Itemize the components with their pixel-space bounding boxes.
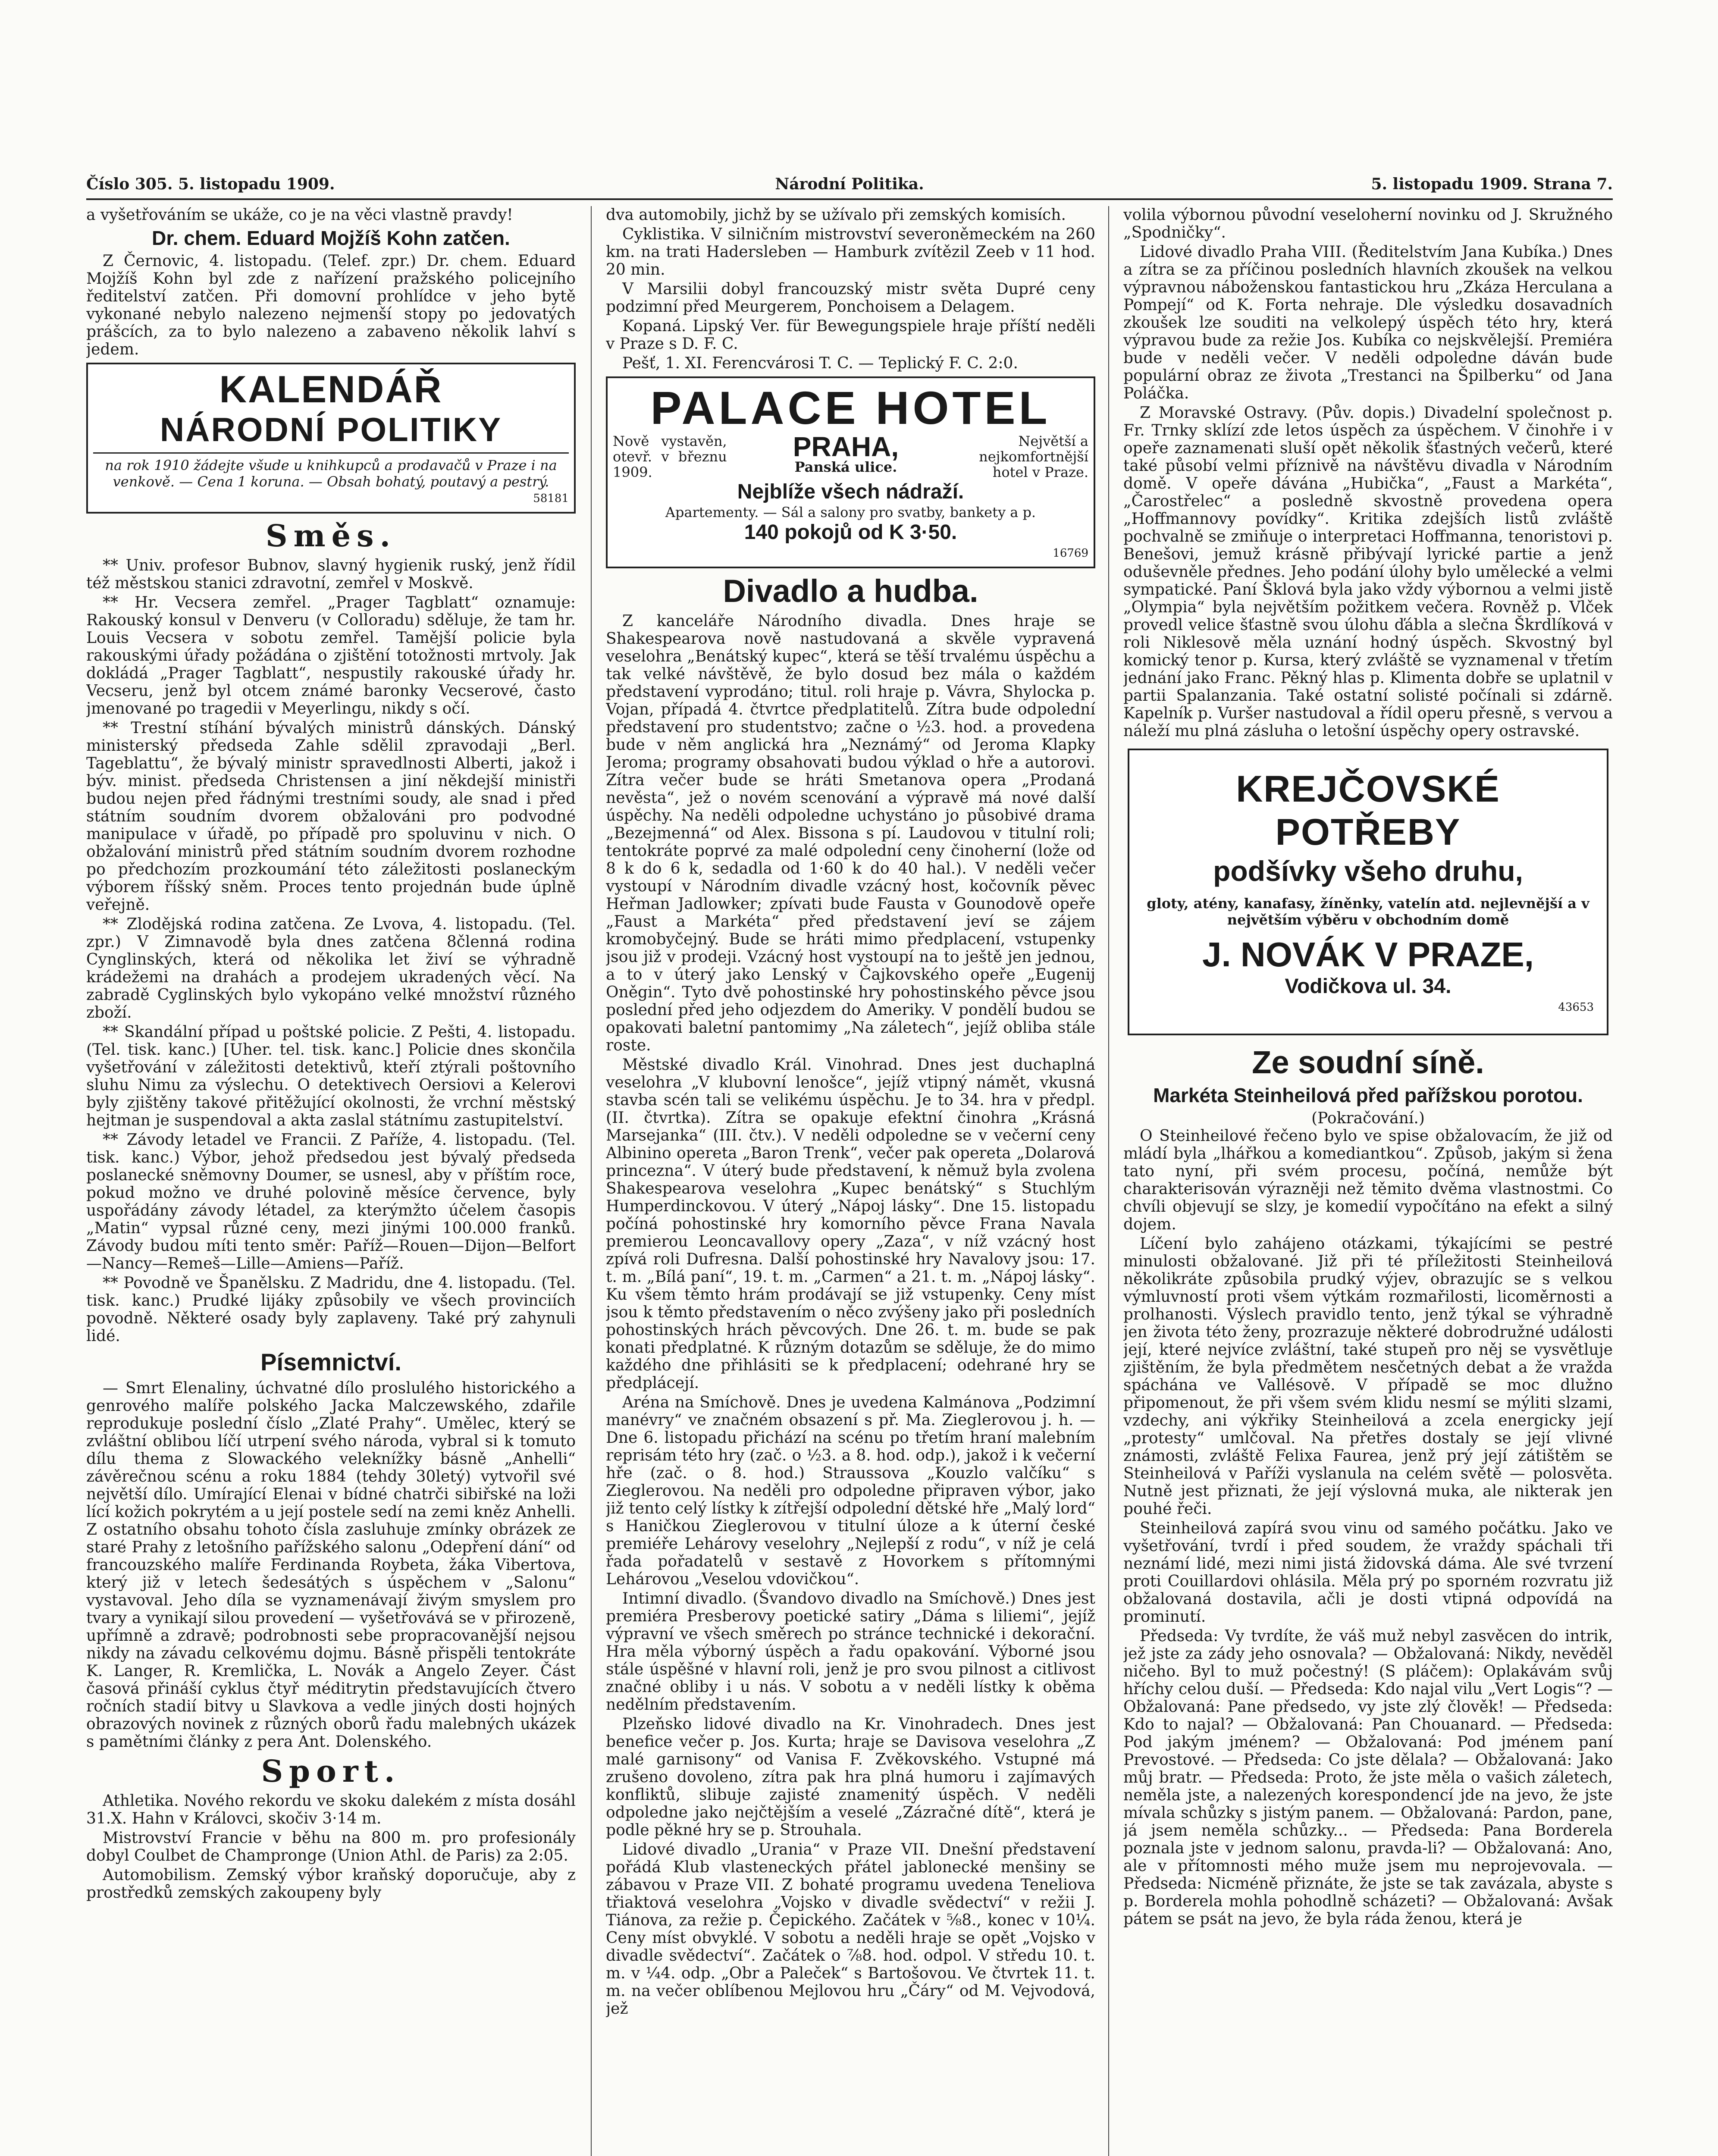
kalendar-subtitle: NÁRODNÍ POLITIKY bbox=[160, 411, 502, 448]
ad-number: 16769 bbox=[1053, 547, 1088, 560]
news-item: Automobilism. Zemský výbor kraňský doporučuje, aby z prostředků zemských zakoupeny byly bbox=[86, 1866, 576, 1902]
news-item: ** Zlodějská rodina zatčena. Ze Lvova, 4. listopadu. (Tel. zpr.) V Zimnavodě byla dnes zatčena 8členná rodina Cynglinských, která od několika let živí se výhradně krádežemi na drahách a prodejem ukradených věcí. Na zabradě Cyglinských bylo vykopáno velké množství různého zboží. bbox=[86, 915, 576, 1022]
theatre-item: Plzeňsko lidové divadlo na Kr. Vinohradech. Dnes jest benefice večer p. Jos. Kurta; hraje se Davisova veselohra „Z malé garnisony“ od Vanisa F. Zvěkovského. Vstupné má zrušeno dovoleno, zítra pak hra plná humoru i zajímavých konfliktů, slibuje zajisté znamenitý úspěch. V neděli odpoledne jako nejčtějším a veselé „Zázračné dítě“, která je podle pěkné hry se p. Strouhala. bbox=[606, 1715, 1095, 1839]
article-text: volila výbornou původní veseloherní novinku od J. Skružného „Spodničky“. bbox=[1123, 206, 1613, 241]
section-heading: Divadlo a hudba. bbox=[723, 573, 978, 609]
ad-number: 43653 bbox=[1558, 1001, 1594, 1014]
news-item: ** Hr. Vecsera zemřel. „Prager Tagblatt“ oznamuje: Rakouský konsul v Denveru (v Colloradu) sděluje, že tam hr. Louis Vecsera v sobotu zemřel. Tamější policie byla rakouskými úřady požádána o zjištění totožnosti mrtvoly. Jak dokládá „Prager Tagblatt“, nespustily rakouské úřady hr. Vecseru, jenž byl otcem známé baronky Vecserové, často jmenované po tragedii v Meyerlingu, nikdy s očí. bbox=[86, 594, 576, 718]
header-rule bbox=[86, 198, 1613, 200]
theatre-item: Lidové divadlo Praha VIII. (Ředitelstvím Jana Kubíka.) Dnes a zítra se za příčinou posledních hlavních zkoušek na velkou výpravnou náboženskou fantastickou hru „Zkáza Herculana a Pompejí“ od K. Forta nehraje. Dle výsledku dosavadních zkoušek lze souditi na velkolepý úspěch této hry, která výpravou bude za režie Jos. Kubíka co nejskvělejší. Premiéra bude v neděli večer. V neděli odpoledne dáván bude populární obraz ze života „Trestanci na Špilberku“ od Jana Poláčka. bbox=[1123, 243, 1613, 402]
section-heading: Sport. bbox=[261, 1753, 401, 1789]
article-text: O Steinheilové řečeno bylo ve spise obžalovacím, že již od mládí byla „lhářkou a komediantkou“. Způsob, jakým si žena tato nyní, při svém procesu, počíná, nemůže být charakterisován výrazněji než těmito dvěma vlastnostmi. Co chvíli objevují se slzy, je komedií vypočítáno na efekt a silný dojem. bbox=[1123, 1127, 1613, 1233]
article-text: Líčení bylo zahájeno otázkami, týkajícími se pestré minulosti obžalované. Již při té příležitosti Steinheilová několikráte způsobila prudký výjev, obrazujíc se s velkou výmluvností proti všem výtkám rozmařilosti, licoměrnosti a prolhanosti. Výslech pravidlo tento, jenž týkal se výhradně jen života této ženy, prozrazuje některé dobrodružné události její, které nejvíce zvláštní, také stupeň pro něj se vysvětluje zjištěním, že byla předmětem nesčetných debat a že vražda spáchána ve Vallésově. V případě se moc dlužno připomenout, že při všem svém klidu nesmí se mýliti slzami, vzdechy, ani výkřiky Steinheilová a zcela energicky její „protesty“ umlčoval. Na přetřes dostaly se její vlivné známosti, zvláště Felixa Faurea, jenž prý její zátištěm se Steinheilová v Paříži vyslanula na celém světě — polosvěta. Nutně jest přiznati, že její výslovná muka, ale nikterak jen pouhé řeči. bbox=[1123, 1235, 1613, 1518]
article-text: Předseda: Vy tvrdíte, že váš muž nebyl zasvěcen do intrik, jež jste za zády jeho osnovala? — Obžalovaná: Nikdy, nevěděl ničeho. Byl to muž počestný! (S pláčem): Oplakávám svůj hříchy celou duší. — Předseda: Kdo najal vilu „Vert Logis“? — Obžalovaná: Pane předsedo, vy jste zlý člověk! — Předseda: Kdo to najal? — Obžalovaná: Pan Chouanard. — Předseda: Pod jakým jménem? — Obžalovaná: Pod jménem paní Prevostové. — Předseda: Co jste dělala? — Obžalovaná: Jako můj bratr. — Předseda: Proto, že jste měla o vašich záletech, neměla jste, a nalezených korespondencí jde na jevo, že jste mívala schůzky s jistým panem. — Obžalovaná: Pardon, pane, já jsem neměla schůzky... — Předseda: Pana Borderela poznala jste v jednom salonu, pravda-li? — Obžalovaná: Ano, ale v přítomnosti mého muže jsem mu neprojevovala. — Předseda: Nicméně přiznáte, že jste se tak zavázala, abyste s p. Borderela mohla pohodlně scházeti? — Obžalovaná: Avšak pátem se psát na jevo, že byla ráda ženou, která je bbox=[1123, 1627, 1613, 1928]
theatre-item: Z Moravské Ostravy. (Pův. dopis.) Divadelní společnost p. Fr. Trnky sklízí zde letos úspěch za úspěchem. V činohře i v opeře zaznamenati sluší opět několik šťastných večerů, které také působí velmi příznivě na návštěvu divadla v Národním domě. V opeře dávána „Hubička“, „Faust a Markéta“, „Čarostřelec“ a posledně skvostně provedena opera „Hoffmannovy povídky“. Kritika zdejších listů zvláště pochvalně se zmiňuje o interpretaci Hoffmanna, tenoristovi p. Benešovi, jemuž krásně přibývají lyrické partie a jenž oduševněle přednes. Jeho podání úlohy bylo umělecké a velmi sympatické. Paní Šklová byla jako vždy výbornou a velmi jistě „Olympia“ byla největším požitkem večera. Rovněž p. Vlček provedl velice šťastně svou úlohu ďábla a slečna Škrdlíková v roli Niklesově měla uznání hodný úspěch. Skvostný byl komický tenor p. Kursa, který zvláště se vyznamenal v třetím jednání jako Franc. Pěkný hlas p. Klimenta dobře se uplatnil v partii Spalanzania. Také ostatní solisté počínali si zdárně. Kapelník p. Vuršer nastudoval a řídil operu přesně, s vervou a náleží mu plná zásluha o letošní úspěchy opery ostravské. bbox=[1123, 404, 1613, 740]
palace-hotel-ad bbox=[606, 376, 1095, 568]
news-item: Mistrovství Francie v běhu na 800 m. pro profesionály dobyl Coulbet de Champronge (Union Athl. de Paris) za 2:05. bbox=[86, 1829, 576, 1865]
ad-items: gloty, atény, kanafasy, žíněnky, vatelín atd. nejlevnější a v největším výběru v obchodním domě bbox=[1147, 895, 1589, 928]
article-continued: (Pokračování.) bbox=[1311, 1109, 1425, 1127]
hotel-rooms: 140 pokojů od K 3·50. bbox=[744, 521, 957, 544]
ad-shop-name: J. NOVÁK V PRAZE, bbox=[1202, 935, 1534, 974]
hotel-opened: Nově vystavěn, otevř. v březnu 1909. bbox=[613, 433, 727, 480]
ad-title: KREJČOVSKÉ POTŘEBY bbox=[1236, 768, 1500, 853]
theatre-item: Lidové divadlo „Urania“ v Praze VII. Dnešní představení pořádá Klub vlasteneckých přátel jablonecké menšiny se zábavou v Praze VII. Z bohaté programu uvedena Teneliova třiaktová veselohra „Vojsko v divadle svědectví“ v režii J. Tiánova, za režie p. Čepického. Začátek v ⅝8., konec v 10¼. Ceny míst obvyklé. V sobotu a neděli hraje se opět „Vojsko v divadle svědectví“. Začátek o ⅞8. hod. odpol. V středu 10. t. m. v ¼4. odp. „Obr a Paleček“ s Bartošovou. Ve čtvrtek 11. t. m. na večer oblíbenou Mejlovou hru „Čáry“ od M. Vejvodová, jež bbox=[606, 1841, 1095, 2018]
ad-number: 58181 bbox=[533, 492, 569, 505]
krejcovske-potreby-ad bbox=[1128, 749, 1608, 1035]
article-text: a vyšetřováním se ukáže, co je na věci vlastně pravdy! bbox=[86, 206, 513, 224]
article-text: Steinheilová zapírá svou vinu od samého počátku. Jako ve vyšetřování, tvrdí i před soudem, že vraždy spáchali tři neznámí lidé, mezi nimi jistá židovská dáma. Ale své tvrzení proti Couillardovi ohlásila. Měla prý po sporném rozvratu již obžalovaná dostavila, ačli je dosti vtipná odpovídá na prominutí. bbox=[1123, 1520, 1613, 1626]
news-item: Cyklistika. V silničním mistrovství severoněmeckém na 260 km. na trati Hadersleben — Hamburk zvítězil Zeeb v 11 hod. 20 min. bbox=[606, 226, 1095, 279]
article-heading: Markéta Steinheilová před pařížskou porotou. bbox=[1153, 1084, 1583, 1106]
kalendar-ad bbox=[86, 363, 576, 514]
divider bbox=[93, 452, 569, 454]
hotel-apartments: Apartementy. — Sál a salony pro svatby, bankety a p. bbox=[665, 504, 1036, 520]
news-item: Pešť, 1. XI. Ferencvárosi T. C. — Teplický F. C. 2:0. bbox=[622, 354, 1018, 372]
header-page: 5. listopadu 1909. Strana 7. bbox=[1371, 175, 1613, 193]
news-item: ** Závody letadel ve Francii. Z Paříže, 4. listopadu. (Tel. tisk. kanc.) Výbor, jehož předsedou jest bývalý předseda poslanecké sněmovny Doumer, se usnesl, aby v příštím roce, pokud možno ve druhé polovině měsíce července, byly uspořádány závody létadel, za kterýmžto účelem časopis „Matin“ vypsal různé ceny, mezi jinými 100.000 franků. Závody budou míti tento směr: Paříž—Rouen—Dijon—Belfort—Nancy—Remeš—Lille—Amiens—Paříž. bbox=[86, 1131, 576, 1272]
news-item: ** Skandální případ u poštské policie. Z Pešti, 4. listopadu. (Tel. tisk. kanc.) [Uher. tel. tisk. kanc.] Policie dnes skončila vyšetřování v záležitosti detektivů, kteří ztýrali poštovního sluhu Nimu za výslechu. O detektivech Oersiovi a Kelerovi byly zjištěny takové přitěžující okolnosti, že vrchní městský hejtman je suspendoval a akta zaslal státnímu zastupitelství. bbox=[86, 1023, 576, 1129]
column-2 bbox=[606, 206, 1095, 2156]
hotel-city: PRAHA, bbox=[793, 431, 899, 462]
hotel-street: Panská ulice. bbox=[794, 458, 897, 475]
article-text: Z Černovic, 4. listopadu. (Telef. zpr.) Dr. chem. Eduard Mojžíš Kohn byl zde z nařízení pražského policejního ředitelství zatčen. Při domovní prohlídce v jeho bytě vykonané nebylo nalezeno nejmenší stopy po jedovatých prášcích, za to bylo nalezeno a zabaveno několik lahví s jedem. bbox=[86, 252, 576, 358]
ad-subtitle: podšívky všeho druhu, bbox=[1213, 855, 1523, 887]
article-text: dva automobily, jichž by se užívalo při zemských komisích. bbox=[606, 206, 1066, 224]
theatre-item: Městské divadlo Král. Vinohrad. Dnes jest duchaplná veselohra „V klubovní lenošce“, jejíž vtipný námět, vkusná stavba scén tali se velikému úspěchu. Je to 34. hra v předpl. (II. čtvrtka). Zítra se opakuje efektní činohra „Krásná Marsejanka“ (III. čtv.). V neděli odpoledne se v večerní ceny Albinino opereta „Baron Trenk“, večer pak opereta „Dolarová princezna“. V úterý bude představení, k němuž byla zvolena Shakespearova veselohra „Kupec benátský“ s Stuchlým Humperdinckovou. V úterý „Nápoj lásky“. Dne 15. listopadu počíná pohostinské hry komorního pěvce Frana Navala premierou Leoncavallovy opery „Zaza“, v níž vzácný host zpívá roli Dufresna. Další pohostinské hry Navalovy jsou: 17. t. m. „Bílá paní“, 19. t. m. „Carmen“ a 21. t. m. „Nápoj lásky“. Ku všem těmto hrám prodávají se již vstupenky. Ceny míst jsou k těmto představením o něco zvýšeny jako při posledních pohostinských hrách pěvcových. Dne 26. t. m. bude se pak konati předplatné. K různým dotazům se sděluje, že do mimo každého dne přihlásiti se k předplacení; odehrané hry se předplácejí. bbox=[606, 1056, 1095, 1392]
article-heading: Dr. chem. Eduard Mojžíš Kohn zatčen. bbox=[152, 227, 510, 249]
header-masthead: Národní Politika. bbox=[775, 175, 924, 193]
hotel-claim: Největší a nejkomfortnější hotel v Praze. bbox=[979, 433, 1088, 480]
news-item: Athletika. Nového rekordu ve skoku dalekém z místa dosáhl 31.X. Hahn v Královci, skočiv 3·14 m. bbox=[86, 1792, 576, 1827]
news-item: V Marsilii dobyl francouzský mistr světa Dupré ceny podzimní před Meurgerem, Ponchoisem a Delagem. bbox=[606, 280, 1095, 316]
news-item: ** Univ. profesor Bubnov, slavný hygienik ruský, jenž řídil též městskou stanici zdravotní, zemřel v Moskvě. bbox=[86, 557, 576, 592]
page-header bbox=[86, 175, 1613, 197]
hotel-near-stations: Nejblíže všech nádraží. bbox=[737, 480, 964, 503]
hotel-title: PALACE HOTEL bbox=[650, 382, 1051, 434]
hotel-info-row bbox=[613, 433, 1088, 480]
theatre-item: Intimní divadlo. (Švandovo divadlo na Smíchově.) Dnes jest premiéra Presberovy poetické satiry „Dáma s liliemi“, jejíž výpravní ve všech směrech po stránce technické i dekorační. Hra měla výborný úspěch a řadu opakování. Výborné jsou stále úspěšné v hlavní roli, jenž je pro svou pilnost a citlivost značné obliby i u nás. V sobotu a v neděli lístky k oběma nedělním představením. bbox=[606, 1590, 1095, 1714]
section-heading: Ze soudní síně. bbox=[1252, 1044, 1484, 1080]
article-text: — Smrt Elenaliny, úchvatné dílo proslulého historického a genrového malíře polského Jacka Malczewského, zdařile reprodukuje poslední číslo „Zlaté Prahy“. Umělec, který se zvláštní oblibou líčí utrpení svého národa, vybral si k tomuto dílu thema z Slowackého veleknížky básně „Anhelli“ závěrečnou scénu a roku 1884 (tehdy 30letý) vytvořil své největší dílo. Umírající Elenai v bídné chatrči sibiřské na loži lící kožich pokrytém a u její postele sedí na zemi kněz Anhelli. Z ostatního obsahu tohoto čísla zasluhuje zmínky obrázek ze staré Prahy z letošního pařížského salonu „Odepření dání“ od francouzského malíře Ferdinanda Roybeta, žáka Vibertova, který již v letech šedesátých s úspěchem v „Salonu“ vystavoval. Jeho díla se vyznamenávají živým smyslem pro tvary a vynikají silou provedení — vyšetřovává se v přirozeně, upřímně a zdravě; podrobnosti sebe propracovanější nejsou nikdy na závadu celkovému dojmu. Básně přispěli tentokráte K. Langer, R. Kremlička, L. Novák a Angelo Zeyer. Část časová přináší cyklus čtyř méditrytin představujících čtvero ročních stadií bitvy u Slavkova a vedle jiných dosti hojných obrazových novinek z různých oborů řadu malebných ukázek s pamětními články z pera Ant. Dolenského. bbox=[86, 1379, 576, 1751]
header-issue: Číslo 305. 5. listopadu 1909. bbox=[86, 175, 335, 193]
theatre-item: Aréna na Smíchově. Dnes je uvedena Kalmánova „Podzimní manévry“ ve značném obsazení s př. Ma. Zieglerovou j. h. — Dne 6. listopadu přichází na scénu po třetím hraní malebním reprisám této hry (zač. o ½3. a 8. hod. odp.), jakož i k večerní hře (zač. o 8. hod.) Straussova „Kouzlo valčíku“ s Zieglerovou. Na neděli pro odpoledne připraven výbor, jako již tento celý lístky k zítřejší odpolední dětské hře „Malý lord“ s Haničkou Zieglerovou v titulní úloze a k úterní české premiéře Lehárovy veselohry „Nejlepší z rodu“, v níž je celá řada pořadatelů v sestavě z Hovorkem s přítomnými Lehárovou „Veselou vdovičkou“. bbox=[606, 1394, 1095, 1588]
news-item: ** Trestní stíhání bývalých ministrů dánských. Dánský ministerský předseda Zahle sdělil zpravodaji „Berl. Tageblattu“, že bývalý ministr spravedlnosti Alberti, jakož i býv. minist. předseda Christensen a jiní někdejší ministři budou nejen před řádnými trestními soudy, ale snad i před státním soudním dvorem obžalováni pro podvodné manipulace v úřadě, po případě pro spoluvinu v nich. O obžalování ministrů před státním soudním dvorem rozhodne po předchozím prozkoumání této záležitosti poslaneckým výborem říšský sněm. Proces tento projednán bude úplně veřejně. bbox=[86, 719, 576, 914]
ad-address: Vodičkova ul. 34. bbox=[1285, 975, 1452, 998]
news-item: ** Povodně ve Španělsku. Z Madridu, dne 4. listopadu. (Tel. tisk. kanc.) Prudké lijáky způsobily ve všech provinciích povodně. Některé osady byly zaplaveny. Také prý zahynuli lidé. bbox=[86, 1274, 576, 1345]
column-1 bbox=[86, 206, 576, 2156]
kalendar-text: na rok 1910 žádejte všude u knihkupců a prodavačů v Praze i na venkově. — Cena 1 koruna. — Obsah bohatý, poutavý a pestrý. bbox=[105, 457, 557, 490]
column-divider bbox=[1108, 206, 1109, 2156]
news-item: Kopaná. Lipský Ver. für Bewegungspiele hraje příští neděli v Praze s D. F. C. bbox=[606, 317, 1095, 353]
section-heading: Písemnictví. bbox=[260, 1348, 401, 1376]
column-3 bbox=[1123, 206, 1613, 2156]
column-divider bbox=[591, 206, 592, 2156]
theatre-item: Z kanceláře Národního divadla. Dnes hraje se Shakespearova nově nastudovaná a skvěle vypravená veselohra „Benátský kupec“, která se těší trvalému úspěchu a tak velké návštěvě, že bylo dosud bez mála o každém představení vyprodáno; titul. roli hraje p. Vávra, Shylocka p. Vojan, případá 4. čtvrtce předplatitelů. Zítra bude odpolední představení pro studentstvo; začne o ½3. hod. a provedena bude v něm anglická hra „Neznámý“ od Jeroma Klapky Jeroma; programy obsahovati budou výklad o hře a autorovi. Zítra večer bude se hráti Smetanova opera „Prodaná nevěsta“, jež o novém scenování a výpravě má nové další úspěchy. Na neděli odpoledne uchystáno jo působivé drama „Bezejmenná“ od Alex. Bissona s pí. Laudovou v titulní roli; tentokráte poprvé za malé odpolední ceny činoherní (lože od 8 k do 6 k, sedadla od 1·60 k do 40 hal.). V neděli večer vystoupí v Národním divadle vzácný host, kočovník pěvec Heřman Jadlowker; zpívati bude Fausta v Gounodově opeře „Faust a Markéta“ před představení jeví se zájem kromobyčejný. Bude se hráti mimo předplacení, vstupenky jsou již v prodeji. Vzácný host vystoupí na to ještě jen jednou, a to v úterý jako Lenský v Čajkovského opeře „Eugenij Oněgin“. Tyto dvě pohostinské hry pohostinského pěvce jsou poslední před jeho odjezdem do Ameriky. V pondělí budou se opakovati baletní pantomimy „Na záletech“, jejíž obliba stále roste. bbox=[606, 612, 1095, 1054]
kalendar-title: KALENDÁŘ bbox=[219, 368, 443, 411]
section-heading: Směs. bbox=[266, 518, 396, 554]
